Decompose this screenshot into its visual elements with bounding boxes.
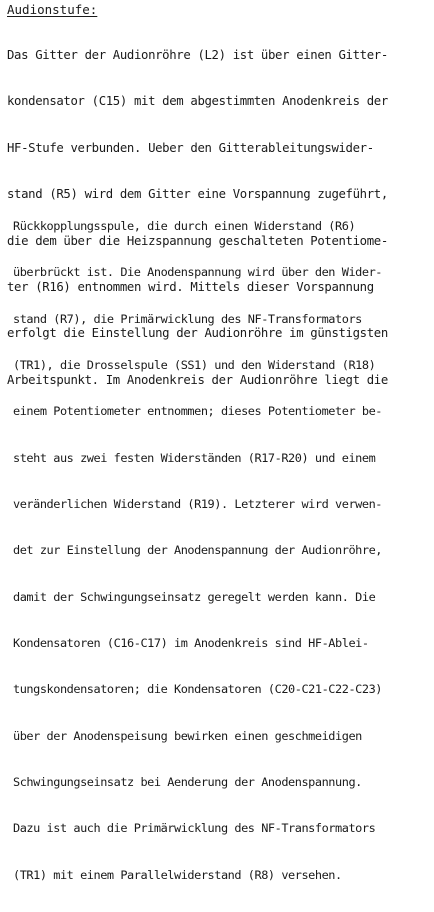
text-line: die dem über die Heizspannung geschalteten Potentiome- bbox=[7, 233, 388, 248]
text-line: (TR1), die Drosselspule (SS1) und den Widerstand (R18) bbox=[13, 358, 376, 373]
text-line: Kondensatoren (C16-C17) im Anodenkreis sind HF-Ablei- bbox=[13, 636, 369, 651]
text-line: überbrückt ist. Die Anodenspannung wird über den Wider- bbox=[13, 265, 382, 280]
text-line: über der Anodenspeisung bewirken einen geschmeidigen bbox=[13, 728, 362, 743]
text-line: veränderlichen Widerstand (R19). Letzterer wird verwen- bbox=[13, 497, 382, 512]
text-line: HF-Stufe verbunden. Ueber den Gitterableitungswider- bbox=[7, 140, 374, 155]
text-line: stand (R7), die Primärwicklung des NF-Transformators bbox=[13, 311, 362, 326]
text-line: Rückkopplungsspule, die durch einen Widerstand (R6) bbox=[13, 219, 356, 233]
text-line: Dazu ist auch die Primärwicklung des NF-Transformators bbox=[13, 821, 376, 836]
text-line: Das Gitter der Audionröhre (L2) ist über einen Gitter- bbox=[7, 48, 388, 62]
text-line: det zur Einstellung der Anodenspannung der Audionröhre, bbox=[13, 543, 382, 558]
text-line: steht aus zwei festen Widerständen (R17-R20) und einem bbox=[13, 450, 376, 465]
text-line: tungskondensatoren; die Kondensatoren (C20-C21-C22-C23) bbox=[13, 682, 382, 697]
text-line: einem Potentiometer entnommen; dieses Potentiometer be- bbox=[13, 404, 382, 419]
paragraph-2 bbox=[13, 189, 382, 912]
text-line: kondensator (C15) mit dem abgestimmten Anodenkreis der bbox=[7, 94, 388, 109]
text-line: stand (R5) wird dem Gitter eine Vorspannung zugeführt, bbox=[7, 187, 388, 202]
text-line: ter (R16) entnommen wird. Mittels dieser Vorspannung bbox=[7, 279, 374, 294]
section-heading: Audionstufe: bbox=[7, 2, 98, 17]
text-line: damit der Schwingungseinsatz geregelt werden kann. Die bbox=[13, 589, 376, 604]
text-line: Arbeitspunkt. Im Anodenkreis der Audionröhre liegt die bbox=[7, 372, 388, 387]
text-line: (TR1) mit einem Parallelwiderstand (R8) versehen. bbox=[13, 867, 342, 882]
text-line: erfolgt die Einstellung der Audionröhre im günstigsten bbox=[7, 326, 388, 341]
text-line: Schwingungseinsatz bei Aenderung der Anodenspannung. bbox=[13, 775, 362, 790]
